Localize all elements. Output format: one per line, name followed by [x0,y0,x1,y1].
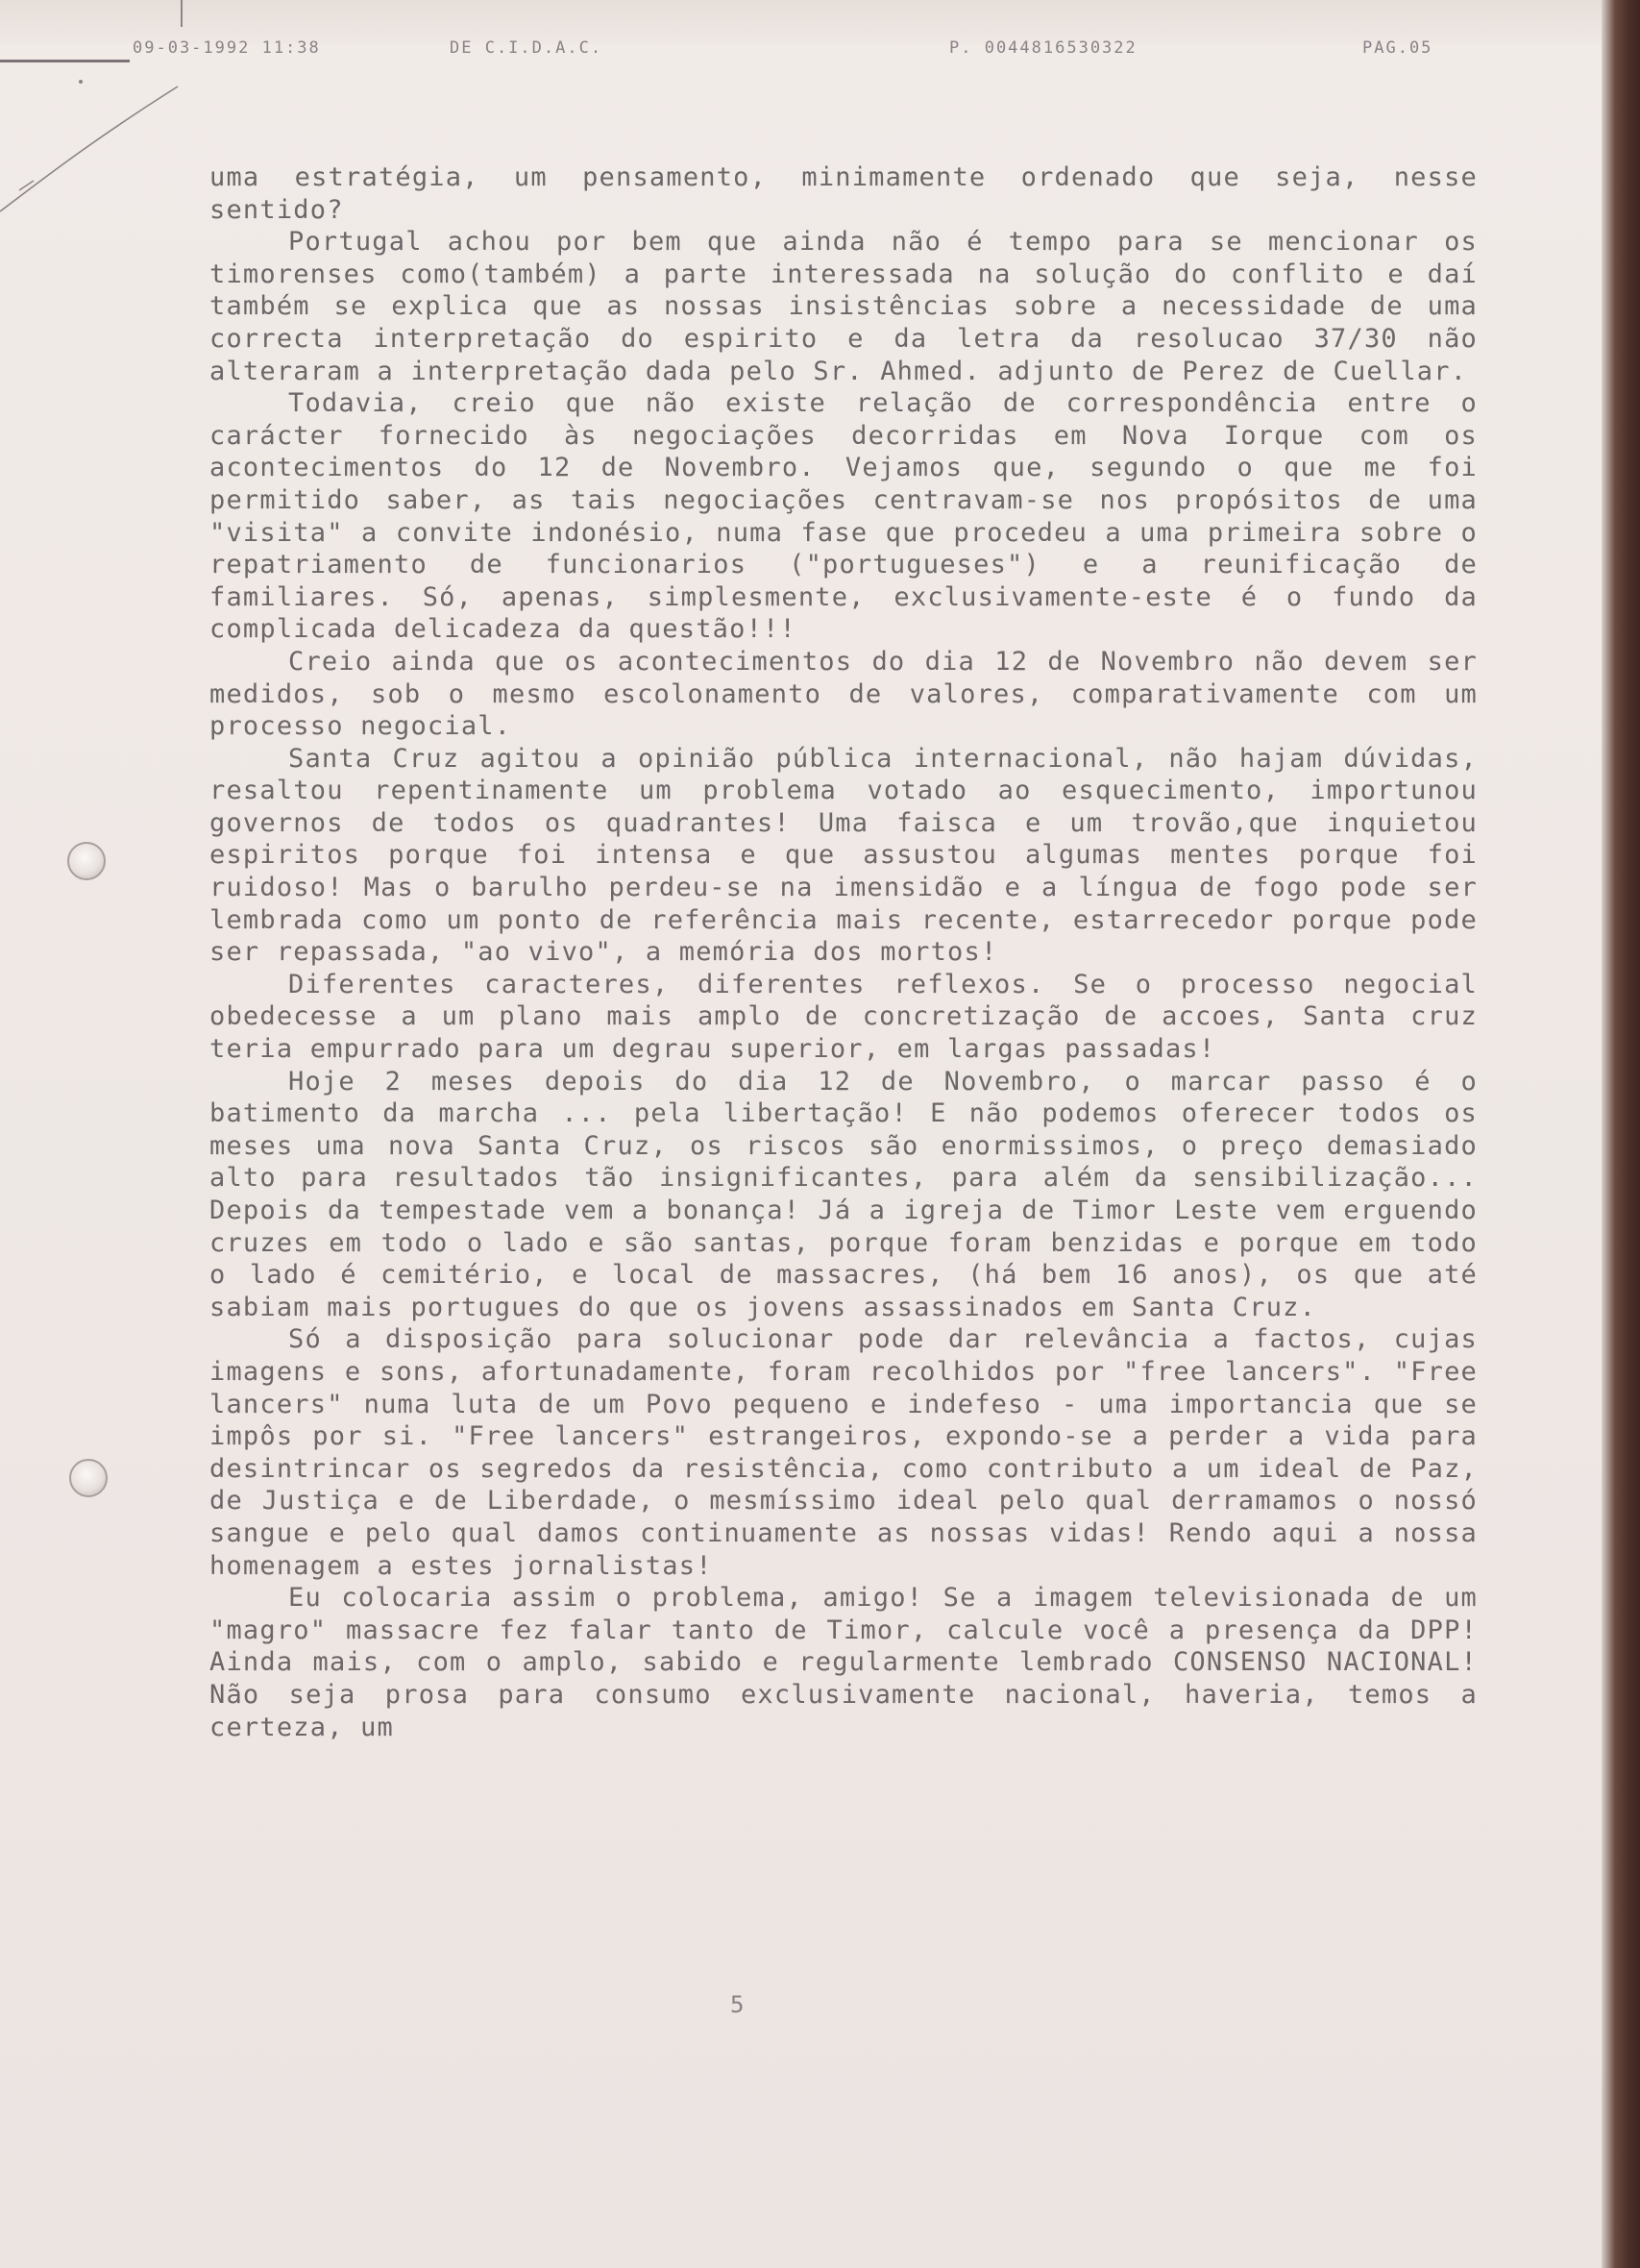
header-rule [0,60,130,62]
paragraph: uma estratégia, um pensamento, minimamente ordenado que seja, nesse sentido? [209,162,1478,225]
tick-mark [181,0,183,27]
fax-page-label: PAG.05 [1362,38,1433,58]
fax-sender: DE C.I.D.A.C. [450,38,603,58]
fax-phone: P. 0044816530322 [949,38,1138,58]
page-number: 5 [730,1991,745,2018]
letter-body [209,161,1478,1743]
scan-edge [1602,0,1640,2268]
fax-header [133,38,1458,63]
paragraph: Todavia, creio que não existe relação de correspondência entre o carácter fornecido às negociações decorridas em Nova Iorque com os acontecimentos do 12 de Novembro. Vejamos que, segundo o que me foi permitido saber, as tais negociações centravam-se nos propósitos de uma "visita" a convite indonésio, numa fase que procedeu a uma primeira sobre o repatriamento de funcionarios ("portugueses") e a reunificação de familiares. Só, apenas, simplesmente, exclusivamente-este é o fundo da complicada delicadeza da questão!!! [209,388,1478,645]
paragraph: Só a disposição para solucionar pode dar relevância a factos, cujas imagens e sons, afortunadamente, foram recolhidos por "free lancers". "Free lancers" numa luta de um Povo pequeno e indefeso - uma importancia que se impôs por si. "Free lancers" estrangeiros, expondo-se a perder a vida para desintrincar os segredos da resistência, como contributo a um ideal de Paz, de Justiça e de Liberdade, o mesmíssimo ideal pelo qual derramamos o nossó sangue e pelo qual damos continuamente as nossas vidas! Rendo aqui a nossa homenagem a estes jornalistas! [209,1324,1478,1581]
paragraph: Santa Cruz agitou a opinião pública internacional, não hajam dúvidas, resaltou repentinamente um problema votado ao esquecimento, importunou governos de todos os quadrantes! Uma faisca e um trovão,que inquietou espiritos porque foi intensa e que assustou algumas mentes porque foi ruidoso! Mas o barulho perdeu-se na imensidão e a língua de fogo pode ser lembrada como um ponto de referência mais recente, estarrecedor porque pode ser repassada, "ao vivo", a memória dos mortos! [209,743,1478,968]
corner-pen-mark [0,77,192,221]
fax-datetime: 09-03-1992 11:38 [133,38,321,58]
punch-hole-bottom [69,1459,108,1497]
paragraph: Hoje 2 meses depois do dia 12 de Novembro, o marcar passo é o batimento da marcha ... pela libertação! E não podemos oferecer todos os meses uma nova Santa Cruz, os riscos são enormissimos, o preço demasiado alto para resultados tão insignificantes, para além da sensibilização... Depois da tempestade vem a bonança! Já a igreja de Timor Leste vem erguendo cruzes em todo o lado e são santas, porque foram benzidas e porque em todo o lado é cemitério, e local de massacres, (há bem 16 anos), os que até sabiam mais portugues do que os jovens assassinados em Santa Cruz. [209,1066,1478,1322]
paragraph: Creio ainda que os acontecimentos do dia 12 de Novembro não devem ser medidos, sob o mesmo escolonamento de valores, comparativamente com um processo negocial. [209,646,1478,742]
punch-hole-top [67,842,106,880]
paragraph: Eu colocaria assim o problema, amigo! Se a imagem televisionada de um "magro" massacre fez falar tanto de Timor, calcule você a presença da DPP! Ainda mais, com o amplo, sabido e regularmente lembrado CONSENSO NACIONAL! Não seja prosa para consumo exclusivamente nacional, haveria, temos a certeza, um [209,1583,1478,1742]
paragraph: Portugal achou por bem que ainda não é tempo para se mencionar os timorenses como(também) a parte interessada na solução do conflito e daí também se explica que as nossas insistências sobre a necessidade de uma correcta interpretação do espirito e da letra da resolucao 37/30 não alteraram a interpretação dada pelo Sr. Ahmed. adjunto de Perez de Cuellar. [209,227,1478,386]
paragraph: Diferentes caracteres, diferentes reflexos. Se o processo negocial obedecesse a um plano mais amplo de concretização de accoes, Santa cruz teria empurrado para um degrau superior, em largas passadas! [209,969,1478,1065]
